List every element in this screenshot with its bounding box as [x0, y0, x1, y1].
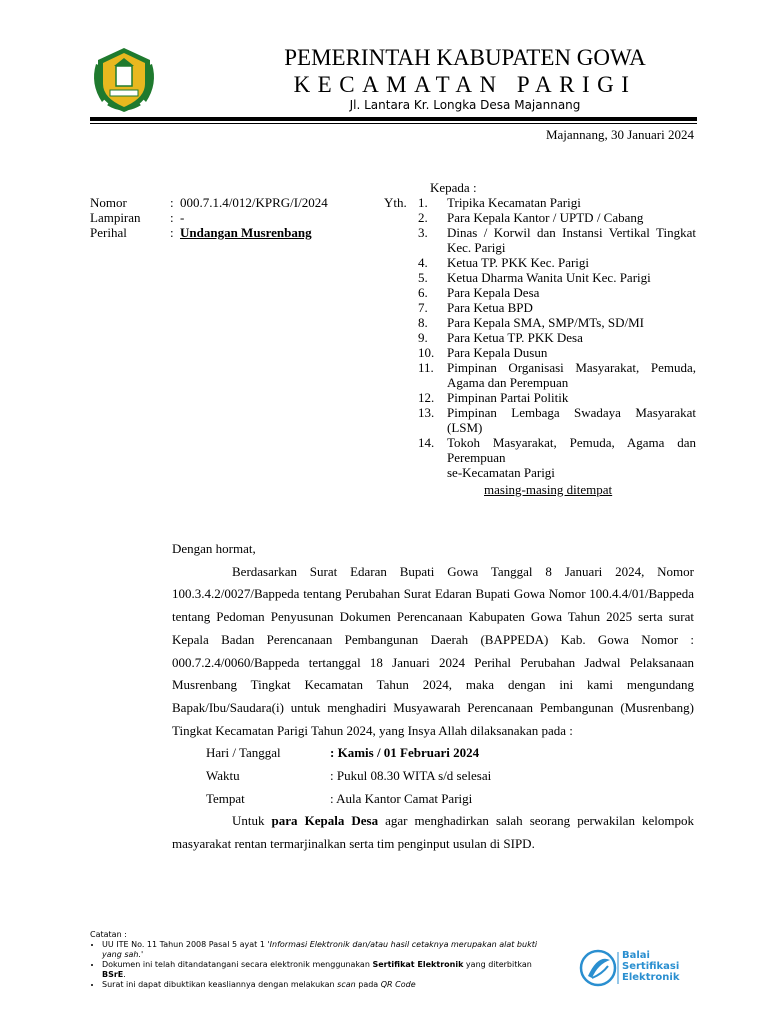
recipient-text: Pimpinan Organisasi Masyarakat, Pemuda, Agama dan Perempuan: [447, 360, 696, 390]
recipient-number: 13.: [418, 405, 435, 420]
recipient-number: 10.: [418, 345, 435, 360]
event-detail-label: Hari / Tanggal: [206, 745, 281, 761]
note-2-mid: yang diterbitkan: [463, 960, 532, 969]
body-paragraph-1: Berdasarkan Surat Edaran Bupati Gowa Tanggal 8 Januari 2024, Nomor 100.3.4.2/0027/Bappeda tentang Perubahan Surat Edaran Bupati Gowa Nomor 100.4.4/01/Bappeda tentang Pedoman Penyusunan Dokumen Perencanaan Kabupaten Gowa Tahun 2025 serta surat Kepala Badan Perencanaan Pembangunan Daerah (BAPPEDA) Kab. Gowa Nomor : 000.7.2.4/0060/Bappeda tertanggal 18 Januari 2024 Perihal Perubahan Jadwal Pelaksanaan Musrenbang Tingkat Kecamatan Tahun 2024, maka dengan ini kami mengundang Bapak/Ibu/Saudara(i) untuk menghadiri Musyawarah Perencanaan Pembangunan (Musrenbang) Tingkat Kecamatan Parigi Tahun 2024, yang Insya Allah dilaksanakan pada :: [172, 563, 694, 738]
letterhead-divider-thick: [90, 117, 697, 121]
perihal-value-text: Undangan Musrenbang: [180, 225, 312, 240]
recipient-text: Para Kepala Dusun: [447, 345, 548, 360]
recipient-item: [418, 270, 696, 285]
note-3-italic-1: scan: [337, 980, 356, 989]
recipient-text: Para Kepala Desa: [447, 285, 540, 300]
note-1-pre: UU ITE No. 11 Tahun 2008 Pasal 5 ayat 1 ': [102, 940, 270, 949]
note-3-pre: Surat ini dapat dibuktikan keasliannya dengan melakukan: [102, 980, 338, 989]
catatan-label: Catatan :: [90, 930, 127, 939]
recipient-area: se-Kecamatan Parigi: [447, 465, 555, 480]
recipient-item: [418, 315, 696, 330]
letter-body: [172, 538, 694, 856]
recipient-text: Dinas / Korwil dan Instansi Vertikal Tingkat Kec. Parigi: [447, 225, 696, 255]
kabupaten-gowa-emblem-logo: [88, 44, 160, 116]
recipient-list: [418, 195, 696, 465]
paragraph-2-emphasis: para Kepala Desa: [271, 813, 379, 829]
recipient-number: 8.: [418, 315, 428, 330]
bsre-line-1: Balai: [622, 950, 650, 961]
letter-date: Majannang, 30 Januari 2024: [545, 127, 694, 142]
letterhead-divider-thin: [90, 123, 697, 124]
event-detail-row: [172, 788, 694, 811]
recipient-item: [418, 210, 696, 225]
recipient-item: [418, 195, 696, 210]
letterhead-title: PEMERINTAH KABUPATEN GOWA: [284, 45, 646, 70]
recipient-text: Ketua Dharma Wanita Unit Kec. Parigi: [447, 270, 651, 285]
note-3-italic-2: QR Code: [380, 980, 416, 989]
recipient-number: 9.: [418, 330, 428, 345]
recipient-text: Ketua TP. PKK Kec. Parigi: [447, 255, 590, 270]
recipient-tempat: masing-masing ditempat: [484, 482, 613, 497]
recipient-text: Pimpinan Lembaga Swadaya Masyarakat (LSM): [447, 405, 696, 435]
meta-nomor: [90, 195, 328, 210]
letterhead-subtitle: KECAMATAN PARIGI: [293, 72, 637, 97]
recipient-item: [418, 360, 696, 390]
recipient-number: 1.: [418, 195, 428, 210]
body-paragraph-2: [172, 810, 694, 855]
recipient-number: 5.: [418, 270, 428, 285]
colon: :: [170, 195, 174, 210]
bsre-logo-text: [622, 950, 679, 983]
bsre-line-2: Sertifikasi: [622, 961, 680, 972]
colon: :: [170, 225, 174, 240]
footer-note-item: [102, 960, 550, 980]
footer-notes: [90, 930, 550, 990]
recipient-item: [418, 435, 696, 465]
footer-note-item: [102, 940, 550, 960]
event-detail-row: [172, 765, 694, 788]
recipient-item: [418, 405, 696, 435]
recipient-number: 4.: [418, 255, 428, 270]
recipient-item: [418, 285, 696, 300]
recipient-text: Tripika Kecamatan Parigi: [447, 195, 581, 210]
recipient-number: 11.: [418, 360, 434, 375]
recipient-number: 14.: [418, 435, 435, 450]
event-detail-row: [172, 742, 694, 765]
yth-label: Yth.: [384, 195, 407, 210]
salutation: Dengan hormat,: [172, 541, 256, 556]
nomor-value: 000.7.1.4/012/KPRG/I/2024: [180, 195, 328, 210]
lampiran-label: Lampiran: [90, 210, 141, 225]
note-1-italic: Informasi Elektronik dan/atau hasil cetaknya merupakan alat bukti yang sah.: [102, 940, 538, 959]
paragraph-2-post: agar menghadirkan salah seorang perwakilan kelompok masyarakat rentan termarjinalkan serta tim penginput usulan di SIPD.: [172, 813, 694, 852]
note-2-bold-2: BSrE: [102, 970, 124, 979]
note-2-bold: Sertifikat Elektronik: [372, 960, 464, 969]
recipient-item: [418, 345, 696, 360]
event-detail-value: : Aula Kantor Camat Parigi: [330, 790, 473, 806]
event-detail-label: Waktu: [206, 768, 240, 784]
recipient-number: 2.: [418, 210, 428, 225]
recipient-item: [418, 225, 696, 255]
recipient-item: [418, 390, 696, 405]
recipient-text: Para Kepala SMA, SMP/MTs, SD/MI: [447, 315, 644, 330]
note-1-post: ': [141, 950, 144, 959]
recipient-item: [418, 255, 696, 270]
recipient-text: Para Ketua TP. PKK Desa: [447, 330, 583, 345]
event-detail-label: Tempat: [206, 790, 245, 806]
recipient-text: Para Kepala Kantor / UPTD / Cabang: [447, 210, 644, 225]
bsre-line-3: Elektronik: [622, 972, 680, 983]
recipient-number: 7.: [418, 300, 428, 315]
nomor-label: Nomor: [90, 195, 127, 210]
event-details: [172, 742, 694, 810]
note-2-pre: Dokumen ini telah ditandatangani secara elektronik menggunakan: [102, 960, 373, 969]
kepada-label: Kepada :: [430, 180, 477, 195]
recipient-item: [418, 330, 696, 345]
letter-meta: [90, 195, 328, 240]
recipient-number: 12.: [418, 390, 435, 405]
recipient-text: Tokoh Masyarakat, Pemuda, Agama dan Perempuan: [447, 435, 696, 465]
paragraph-2-pre: Untuk: [232, 813, 272, 829]
recipient-item: [418, 300, 696, 315]
footer-note-list: [90, 940, 550, 990]
event-detail-value: : Kamis / 01 Februari 2024: [330, 745, 480, 761]
lampiran-value: -: [180, 210, 185, 225]
perihal-value: [180, 225, 312, 240]
recipient-number: 6.: [418, 285, 428, 300]
letterhead-address: Jl. Lantara Kr. Longka Desa Majannang: [349, 98, 581, 112]
footer-note-item: [102, 980, 550, 990]
recipient-text: Para Ketua BPD: [447, 300, 533, 315]
colon: :: [170, 210, 174, 225]
note-3-mid: pada: [355, 980, 381, 989]
note-2-post: .: [123, 970, 126, 979]
recipient-number: 3.: [418, 225, 428, 240]
event-detail-value: : Pukul 08.30 WITA s/d selesai: [330, 768, 492, 784]
perihal-label: Perihal: [90, 225, 127, 240]
meta-perihal: [90, 225, 328, 240]
recipient-text: Pimpinan Partai Politik: [447, 390, 569, 405]
meta-lampiran: [90, 210, 328, 225]
